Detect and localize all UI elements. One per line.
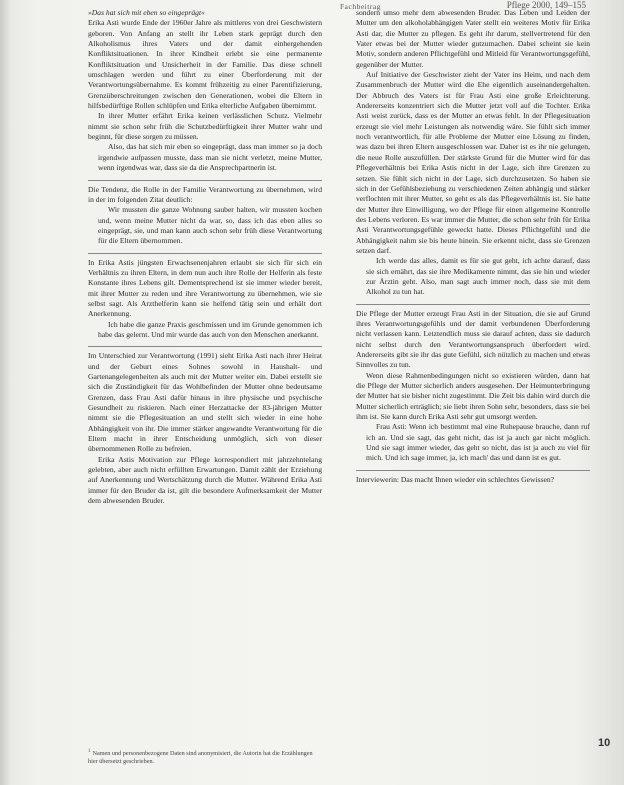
footnote xyxy=(88,748,322,766)
paragraph: In ihrer Mutter erfährt Erika keinen verlässlichen Schutz. Vielmehr nimmt sie schon sehr früh die Schutzbedürftigkeit ihrer Mutter wahr und beginnt, für diese sorgen zu müssen. xyxy=(88,111,322,142)
section-divider xyxy=(356,304,590,305)
section-divider xyxy=(88,180,322,181)
paragraph: Wenn diese Rahmenbedingungen nicht so existieren würden, dann hat die Pflege der Mutter sicherlich anders ausgesehen. Der Heimunterbringung der Mutter hat sie bisher nicht zugestimmt. Die Zeit bis dahin wird durch die Mutter sicherlich erträglich; sie liebt ihren Sohn sehr, besonders, dass sie bei ihm ist. Sie kann durch Erika Asti sehr gut umsorgt werden. xyxy=(356,370,590,422)
block-quote xyxy=(98,205,322,246)
block-quote xyxy=(366,422,590,463)
paragraph: »Das hat sich mit eben so eingeprägt« xyxy=(88,8,205,17)
right-column xyxy=(356,8,590,485)
spine-shadow xyxy=(0,0,10,785)
footnote-text: Namen und personenbezogene Daten sind anonymisiert, die Autorin hat die Erzählungen hier übersetzt geschrieben. xyxy=(88,750,313,766)
block-quote xyxy=(98,142,322,173)
paragraph: sondern umso mehr dem abwesenden Bruder. Das Leben und Leiden der Mutter um den alkoholabhängigen Vater stellt ein weiteres Motiv für Erika Asti dar, die Mutter zu pflegen. Es geht ihr darum, stellvertretend für den Vater etwas bei der Mutter wieder gutzumachen. Dabei scheint sie kein Motiv, sondern anderen Pflichtgefühl und Mitleid für Verantwortungsgefühl, gegenüber der Mutter. xyxy=(356,8,590,69)
section-divider xyxy=(88,346,322,347)
section-divider xyxy=(88,253,322,254)
footnote-marker: 1 xyxy=(88,749,91,754)
quote-text: Also, das hat sich mir eben so eingeprägt, dass man immer so ja doch irgendwie aufpassen musste, dass man sie nicht verletzt, meine Mutter, wenn irgendwas war, dass sie da die Ansprechpartnerin ist. xyxy=(98,142,322,173)
paragraph: Interviewerin: Das macht Ihnen wieder ein schlechtes Gewissen? xyxy=(356,474,554,484)
running-head-section: Fachbeitrag xyxy=(340,2,381,11)
page-number: 10 xyxy=(598,737,611,749)
quote-text: Frau Asti: Wenn ich bestimmt mal eine Ruhepause brauche, dann ruf ich an. Und sie sagt, das geht nicht, das ist ja auch gar nicht möglich. Und sie sagt immer wieder, das geht so nicht, das ist ja auch zu viel für mich. Und ich sage immer, ja, ich mach' das und dann ist es gut. xyxy=(366,422,590,463)
block-quote xyxy=(366,256,590,297)
paragraph: Erika Astis Motivation zur Pflege korrespondiert mit jahrzehntelang gelebten, aber auch nicht erfüllten Erwartungen. Damit zählt der Erziehung auf Anerkennung und Wertschätzung durch die Mutter. Während Erika Asti immer für den Bruder da ist, gilt die besondere Aufmerksamkeit der Mutter dem abwesenden Bruder. xyxy=(88,454,322,506)
left-column xyxy=(88,8,322,506)
quote-text: Wir mussten die ganze Wohnung sauber halten, wir mussten kochen und, wenn meine Mutter nicht da war, so, dass ich das eben alles so eingeprägt, sie, und man kann auch schon sehr früh diese Verantwortung für die Eltern übernommen. xyxy=(98,205,322,246)
block-quote xyxy=(98,320,322,341)
paragraph: Die Pflege der Mutter erzeugt Frau Asti in der Situation, die sie auf Grund ihres Verantwortungsgefühls und der damit verbundenen Überforderung nicht verlassen kann. Letztendlich muss sie darauf achten, dass sie dadurch nicht selbst durch den Verantwortungsanspruch überfordert wird. Andererseits gibt sie ihr das gute Gefühl, sich nützlich zu machen und etwas Sinnvolles zu tun. xyxy=(356,308,590,370)
paragraph: Die Tendenz, die Rolle in der Familie Verantwortung zu übernehmen, wird in der im folgenden Zitat deutlich: xyxy=(88,184,322,204)
paragraph: Auf Initiative der Geschwister zieht der Vater ins Heim, und nach dem Zusammenbruch der Mutter wird die Ehe eigentlich auseinandergehalten. Der Abbruch des Vaters ist für Frau Asti eine große Erleichterung. Andererseits konzentriert sich die Mutter jetzt voll auf die Tochter. Erika Asti weist zurück, dass es der Mutter an etwas fehlt. In der Pflegesituation erzeugt sie viel mehr Leistungen als notwendig wäre. Sie fühlt sich immer noch verantwortlich, für alle Probleme der Mutter eine Lösung zu finden, was dazu bei ihren Eltern ausgeschlossen war. Daher ist es ihr nie gelungen, die neue Rolle auszufüllen. Der stärkste Grund für die Mutter wird für das Pflegeverhältnis bei Erika Astis nicht in der Lage, sich ihre Grenzen zu setzen. Sie fühlt sich nicht in der Lage, sich durchzusetzen. So haben sie sich in der Gefühlsbeziehung zu verschiedenen Zeiten abhängig und stärker verflochten mit ihrer Mutter, so geht es als das Pflegeverhältnis ist. Sie hatte der Mutter ihre Einwilligung, wo der Pflege für einen allgemeine Kontrolle des Lebens verloren. Es war immer die Mutter, die schon sehr früh für Erika Asti Verantwortungsgefühle geweckt hatte. Dieses Pflichtgefühl und die Abhängigkeit nahm sie bis heute hinein. Sie erkennt nicht, dass sie Grenzen setzen darf. xyxy=(356,70,590,255)
paragraph: In Erika Astis jüngsten Erwachsenenjahren erlaubt sie sich für sich ein Verhältnis zu ihren Eltern, in dem nun auch ihre Rolle der Helferin als feste Konstante ihres Lebens gilt. Dementsprechend ist sie immer wieder bereit, mit ihrer Mutter zu reden und ihre Verantwortung zu übernehmen, wie sie selbst sagt. Als Arzthelferin kann sie helfend tätig sein und erhält dort Anerkennung. xyxy=(88,257,322,319)
paragraph: Erika Asti wurde Ende der 1960er Jahre als mittleres von drei Geschwistern geboren. Von Anfang an stellt ihr Leben stark geprägt durch den Alkoholismus ihres Vaters und der damit einhergehenden Konfliktsituationen. In ihrer Kindheit erlebt sie eine permanente Konfliktsituation und Unsicherheit in der Familie. Das diese schnell umschlagen werden und führt zu einer Überforderung mit der Verantwortungsübernahme. Es kommt frühzeitig zu einer Parentifizierung, Grenzüberschreitungen zwischen den Generationen, wobei die Eltern in hilfsbedürftige Rollen schlüpfen und Erika elterliche Aufgaben übernimmt. xyxy=(88,18,322,111)
section-divider xyxy=(356,470,590,471)
paragraph: Im Unterschied zur Verantwortung (1991) sieht Erika Asti nach ihrer Heirat und der Geburt eines Sohnes sowohl in Haushalt- und Gartenangelegenheiten als auch mit der Mutter weiter ein. Dabei erstellt sie sich die Zuständigkeit für das Wohlbefinden der Mutter ohne bedeutsame Grenzen, dass Frau Asti dafür hinaus in ihre physische und psychische Gesundheit zu riskieren. Nach einer Herzattacke der 83-jährigen Mutter nimmt sie die Pflegesituation an und stellt sich wieder in eine hohe Abhängigkeit von ihr. Die immer stärker angewandte Verantwortung für die Eltern macht in ihrer Entscheidung unmöglich, sich von dieser übernommenen Rolle zu befreien. xyxy=(88,351,322,454)
running-head-citation: Pflege 2000, 149–155 xyxy=(506,0,586,10)
quote-text: Ich werde das alles, damit es für sie gut geht, ich achte darauf, dass sie sich ernährt, das sie ihre Medikamente nimmt, das sie hin und wieder zur Ärztin geht. Also, man sagt auch immer noch, dass sie mit dem Alkohol zu tun hat. xyxy=(366,256,590,297)
quote-text: Ich habe die ganze Praxis geschmissen und im Grunde genommen ich habe das gelernt. Und mir wurde das auch von den Menschen anerkannt. xyxy=(98,319,322,339)
